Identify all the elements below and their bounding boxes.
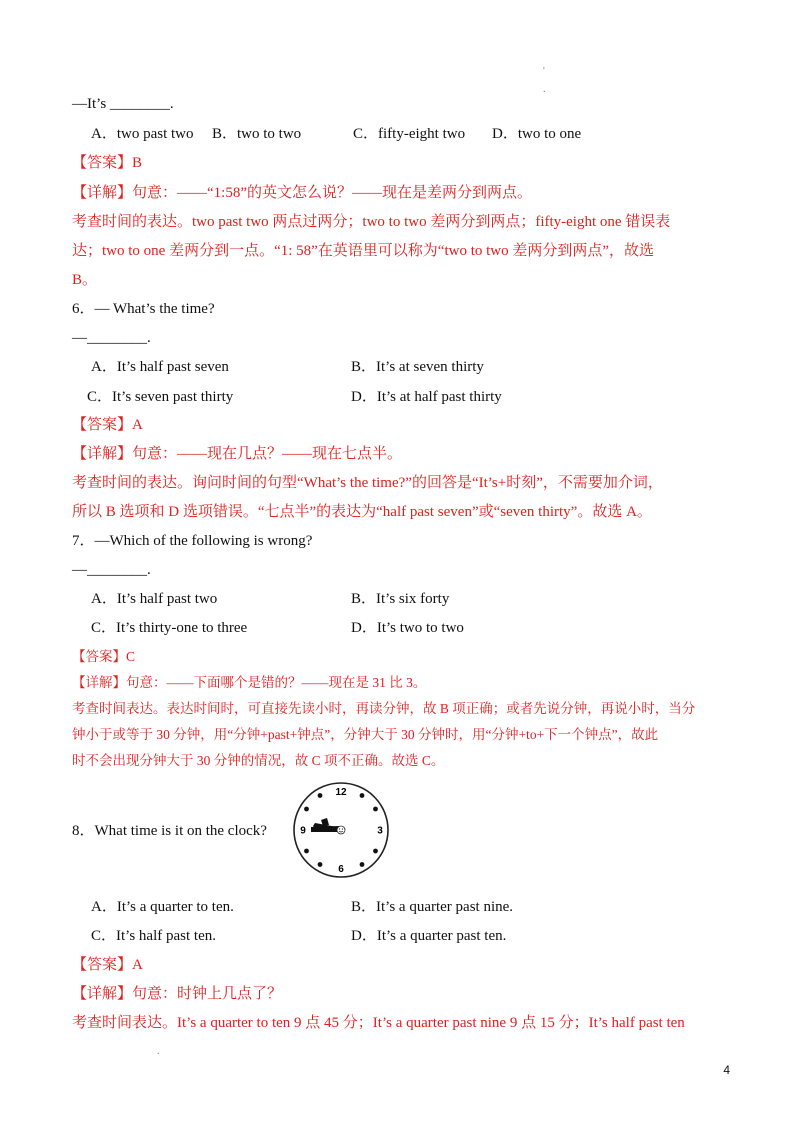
q7-explain: 时不会出现分钟大于 30 分钟的情况，故 C 项不正确。故选 C。 [72, 753, 445, 768]
clock-dot [373, 849, 378, 854]
q6-answer-prompt: —________. [72, 330, 151, 346]
q5-explain: B。 [72, 272, 98, 288]
clock-image [291, 780, 391, 880]
clock-dot [304, 849, 309, 854]
q6-question: 6．— What’s the time? [72, 301, 215, 317]
q6-explain: 考查时间的表达。询问时间的句型“What’s the time?”的回答是“It’s+时刻”，不需要加介词， [72, 475, 663, 491]
q5-option-a: A．two past two [91, 126, 194, 142]
q8-option-c: C．It’s half past ten. [91, 928, 216, 944]
stray-mark: . [157, 1046, 160, 1057]
q8-explain: 【详解】句意：时钟上几点了？ [72, 986, 283, 1002]
q8-question: 8．What time is it on the clock? [72, 823, 267, 839]
clock-number-12: 12 [335, 787, 347, 798]
q6-option-d: D．It’s at half past thirty [351, 389, 502, 405]
q7-answer-prompt: —________. [72, 562, 151, 578]
clock-number-6: 6 [338, 864, 344, 875]
q7-explain: 【详解】句意：——下面哪个是错的？——现在是 31 比 3。 [72, 675, 427, 690]
q7-answer: 【答案】C [72, 649, 136, 664]
stray-mark: . [543, 84, 546, 95]
q5-explain: 考查时间的表达。two past two 两点过两分；two to two 差两分到两点；fifty-eight one 错误表 [72, 214, 671, 230]
q7-explain: 考查时间表达。表达时间时，可直接先读小时，再读分钟，故 B 项正确；或者先说分钟，再说小时，当分 [72, 701, 696, 716]
clock-dot [304, 807, 309, 812]
q7-option-d: D．It’s two to two [351, 620, 464, 636]
clock-number-9: 9 [300, 825, 306, 837]
q5-answer: 【答案】B [72, 155, 143, 171]
q6-option-c: C．It’s seven past thirty [87, 389, 234, 405]
q6-explain: 【详解】句意：——现在几点？——现在七点半。 [72, 446, 403, 462]
stray-mark: ' [543, 66, 545, 77]
q8-explain: 考查时间表达。It’s a quarter to ten 9 点 45 分；It’s a quarter past nine 9 点 15 分；It’s half past ten [72, 1015, 685, 1031]
clock-dot [318, 793, 323, 798]
q5-option-d: D．two to one [492, 126, 582, 142]
page-number: 4 [723, 1063, 730, 1077]
q7-option-c: C．It’s thirty-one to three [91, 620, 248, 636]
q8-option-a: A．It’s a quarter to ten. [91, 899, 234, 915]
q7-explain: 钟小于或等于 30 分钟，用“分钟+past+钟点”，分钟大于 30 分钟时，用“分钟+to+下一个钟点”，故此 [72, 727, 659, 742]
q5-explain: 【详解】句意：——“1:58”的英文怎么说？——现在是差两分到两点。 [72, 185, 532, 201]
q7-option-a: A．It’s half past two [91, 591, 218, 607]
q6-option-b: B．It’s at seven thirty [351, 359, 484, 375]
q7-question: 7．—Which of the following is wrong? [72, 533, 313, 549]
clock-center-smiley [337, 826, 345, 834]
q5-explain: 达；two to one 差两分到一点。“1: 58”在英语里可以称为“two to two 差两分到两点”，故选 [72, 243, 655, 259]
q5-option-c: C．fifty-eight two [353, 126, 466, 142]
q6-explain: 所以 B 选项和 D 选项错误。“七点半”的表达为“half past seven”或“seven thirty”。故选 A。 [72, 504, 652, 520]
clock-dot [373, 807, 378, 812]
q6-answer: 【答案】A [72, 417, 143, 433]
clock-dot [360, 862, 365, 867]
clock-dot [360, 793, 365, 798]
clock-dot [318, 862, 323, 867]
q6-option-a: A．It’s half past seven [91, 359, 229, 375]
q5-option-b: B．two to two [212, 126, 302, 142]
q5-answer-prompt: —It’s ________. [72, 96, 174, 112]
q8-option-b: B．It’s a quarter past nine. [351, 899, 514, 915]
clock-number-3: 3 [377, 825, 383, 837]
q8-option-d: D．It’s a quarter past ten. [351, 928, 507, 944]
q8-answer: 【答案】A [72, 957, 143, 973]
q7-option-b: B．It’s six forty [351, 591, 450, 607]
